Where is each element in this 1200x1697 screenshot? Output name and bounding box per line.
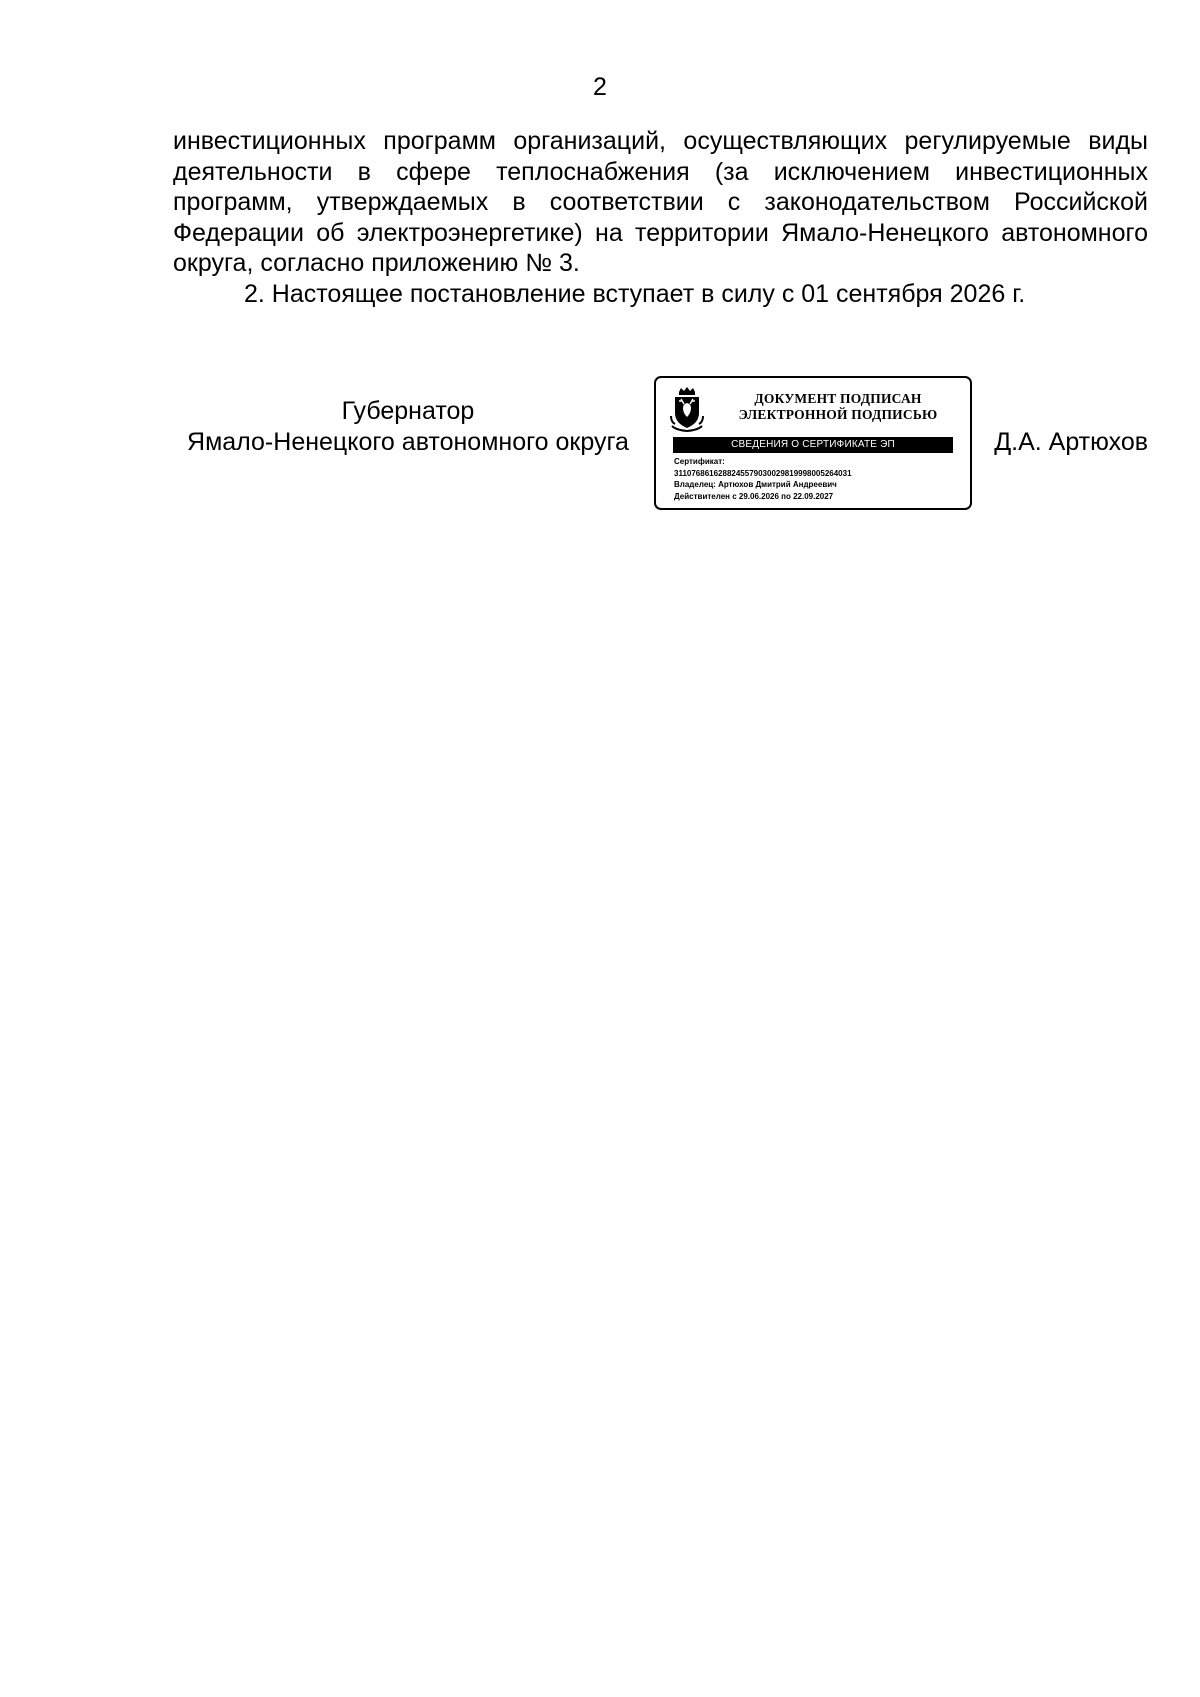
signer-name: Д.А. Артюхов: [994, 428, 1148, 456]
signer-position-region: Ямало-Ненецкого автономного округа: [187, 428, 629, 456]
document-body: [173, 126, 1148, 310]
certificate-label: Сертификат:: [674, 457, 725, 466]
stamp-title-line2: ЭЛЕКТРОННОЙ ПОДПИСЬЮ: [738, 407, 938, 422]
electronic-signature-stamp: [654, 376, 972, 510]
stamp-certificate-header: СВЕДЕНИЯ О СЕРТИФИКАТЕ ЭП: [673, 437, 953, 453]
certificate-number: 3110768616288245579030029819998005264031: [674, 468, 852, 478]
stamp-certificate-details: [674, 456, 964, 502]
stamp-title-line1: ДОКУМЕНТ ПОДПИСАН: [754, 391, 922, 406]
signer-position-title: Губернатор: [341, 397, 475, 425]
yanao-coat-of-arms-icon: [670, 386, 704, 432]
paragraph-effective-date: 2. Настоящее постановление вступает в силу с 01 сентября 2026 г.: [244, 279, 1026, 308]
certificate-owner: Владелец: Артюхов Дмитрий Андреевич: [674, 480, 837, 489]
signature-block: [0, 376, 1200, 516]
stamp-title: [714, 391, 962, 423]
page-number: 2: [593, 73, 607, 101]
signer-position: [173, 396, 643, 458]
paragraph-continuation: инвестиционных программ организаций, осуществляющих регулируемые виды деятельности в сфере теплоснабжения (за исключением инвестиционных программ, утверждаемых в соответствии с законодательством Российской Федерации об электроэнергетике) на территории Ямало-Ненецкого автономного округа, согласно приложению № 3.: [173, 127, 1148, 278]
certificate-validity: Действителен с 29.06.2026 по 22.09.2027: [674, 491, 834, 501]
